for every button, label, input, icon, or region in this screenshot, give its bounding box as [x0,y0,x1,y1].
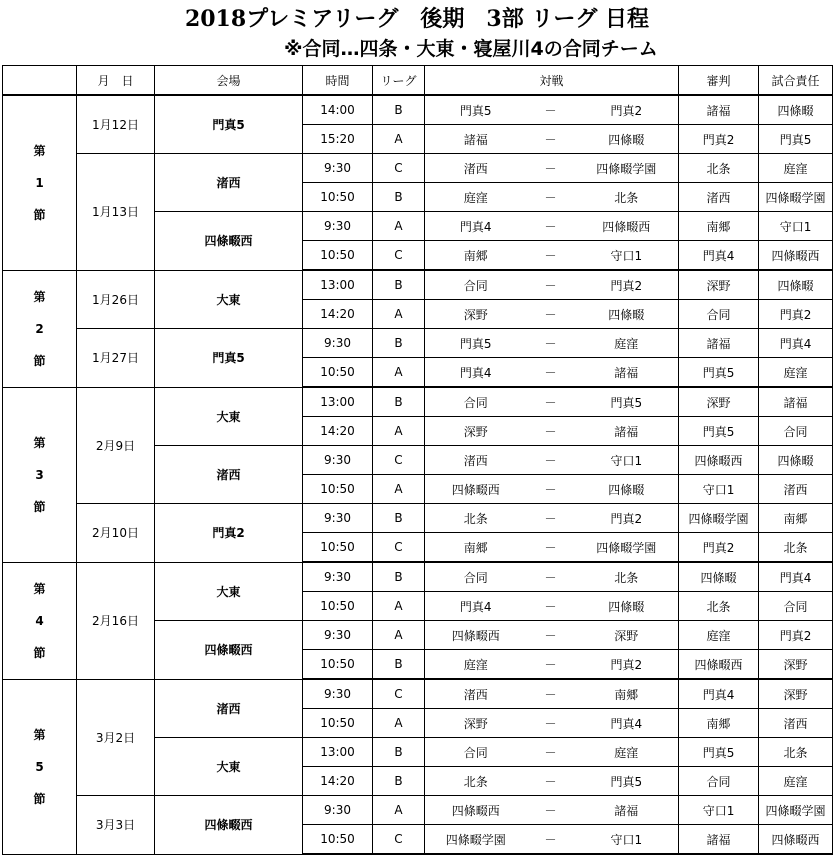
home-team-cell: 庭窪 [425,650,527,680]
responsible-cell: 四條畷 [759,95,833,125]
section-label-char: 第 [33,143,46,158]
league-cell: B [373,387,425,417]
away-team-cell: 門真5 [575,387,679,417]
versus-dash: － [527,592,575,621]
home-team-cell: 深野 [425,300,527,329]
responsible-cell: 庭窪 [759,767,833,796]
section-label-char: 節 [33,353,46,368]
away-team-cell: 北条 [575,183,679,212]
away-team-cell: 四條畷 [575,300,679,329]
referee-cell: 守口1 [679,796,759,825]
away-team-cell: 深野 [575,621,679,650]
time-cell: 9:30 [303,154,373,183]
table-row [3,154,833,183]
away-team-cell: 守口1 [575,241,679,271]
referee-cell: 渚西 [679,183,759,212]
venue-cell: 大東 [155,562,303,621]
home-team-cell: 門真4 [425,592,527,621]
league-cell: C [373,154,425,183]
home-team-cell: 庭窪 [425,183,527,212]
section-label-char: 1 [35,175,44,190]
time-cell: 9:30 [303,446,373,475]
section-label [3,95,77,270]
time-cell: 13:00 [303,738,373,767]
home-team-cell: 北条 [425,504,527,533]
referee-cell: 四條畷 [679,562,759,592]
responsible-cell: 門真4 [759,329,833,358]
time-cell: 10:50 [303,592,373,621]
away-team-cell: 門真2 [575,95,679,125]
versus-dash: － [527,125,575,154]
date-cell: 2月10日 [77,504,155,563]
venue-cell: 渚西 [155,679,303,738]
table-row [3,270,833,300]
versus-dash: － [527,562,575,592]
league-cell: A [373,796,425,825]
time-cell: 9:30 [303,796,373,825]
venue-cell: 門真5 [155,95,303,154]
versus-dash: － [527,738,575,767]
away-team-cell: 庭窪 [575,738,679,767]
referee-cell: 門真5 [679,738,759,767]
referee-cell: 門真2 [679,125,759,154]
home-team-cell: 門真4 [425,358,527,388]
header-referee: 審判 [679,66,759,96]
responsible-cell: 深野 [759,679,833,709]
page-title: 2018プレミアリーグ 後期 3部 リーグ 日程 [184,6,650,32]
versus-dash: － [527,504,575,533]
table-row [3,504,833,533]
time-cell: 9:30 [303,329,373,358]
time-cell: 9:30 [303,621,373,650]
league-cell: A [373,621,425,650]
referee-cell: 南郷 [679,212,759,241]
table-row [3,796,833,825]
versus-dash: － [527,387,575,417]
responsible-cell: 四條畷 [759,270,833,300]
referee-cell: 北条 [679,154,759,183]
league-cell: B [373,270,425,300]
date-cell: 1月13日 [77,154,155,271]
date-cell: 1月27日 [77,329,155,388]
time-cell: 10:50 [303,650,373,680]
home-team-cell: 四條畷西 [425,621,527,650]
section-label-char: 節 [33,791,46,806]
page-subtitle: ※合同…四条・大東・寝屋川4の合同チーム [284,38,658,60]
league-cell: C [373,825,425,855]
date-cell: 2月16日 [77,562,155,679]
league-cell: B [373,329,425,358]
away-team-cell: 門真2 [575,270,679,300]
date-cell: 1月26日 [77,270,155,329]
venue-cell: 大東 [155,738,303,796]
venue-cell: 四條畷西 [155,621,303,680]
venue-cell: 大東 [155,387,303,446]
away-team-cell: 門真2 [575,650,679,680]
league-cell: A [373,212,425,241]
section-label-char: 2 [35,321,44,336]
time-cell: 14:00 [303,95,373,125]
away-team-cell: 諸福 [575,417,679,446]
time-cell: 14:20 [303,417,373,446]
section-label-char: 節 [33,499,46,514]
home-team-cell: 渚西 [425,446,527,475]
home-team-cell: 深野 [425,417,527,446]
home-team-cell: 渚西 [425,679,527,709]
responsible-cell: 諸福 [759,387,833,417]
versus-dash: － [527,475,575,504]
time-cell: 10:50 [303,533,373,563]
away-team-cell: 四條畷学園 [575,154,679,183]
home-team-cell: 門真4 [425,212,527,241]
venue-cell: 四條畷西 [155,796,303,855]
time-cell: 14:20 [303,767,373,796]
versus-dash: － [527,446,575,475]
referee-cell: 守口1 [679,475,759,504]
section-label [3,562,77,679]
league-cell: B [373,562,425,592]
league-cell: A [373,300,425,329]
league-cell: A [373,417,425,446]
table-row [3,562,833,592]
date-cell: 1月12日 [77,95,155,154]
section-label-char: 節 [33,207,46,222]
home-team-cell: 門真5 [425,95,527,125]
time-cell: 13:00 [303,270,373,300]
venue-cell: 渚西 [155,446,303,504]
away-team-cell: 守口1 [575,825,679,855]
versus-dash: － [527,767,575,796]
versus-dash: － [527,709,575,738]
league-cell: B [373,738,425,767]
venue-cell: 門真2 [155,504,303,563]
league-cell: B [373,767,425,796]
versus-dash: － [527,183,575,212]
away-team-cell: 守口1 [575,446,679,475]
responsible-cell: 渚西 [759,709,833,738]
league-cell: C [373,446,425,475]
responsible-cell: 四條畷西 [759,825,833,855]
away-team-cell: 門真4 [575,709,679,738]
referee-cell: 門真5 [679,417,759,446]
home-team-cell: 合同 [425,387,527,417]
responsible-cell: 門真2 [759,300,833,329]
section-label [3,679,77,854]
versus-dash: － [527,300,575,329]
home-team-cell: 諸福 [425,125,527,154]
versus-dash: － [527,825,575,855]
versus-dash: － [527,796,575,825]
venue-cell: 門真5 [155,329,303,388]
venue-cell: 渚西 [155,154,303,212]
time-cell: 9:30 [303,679,373,709]
responsible-cell: 門真4 [759,562,833,592]
home-team-cell: 南郷 [425,533,527,563]
table-row [3,387,833,417]
header-venue: 会場 [155,66,303,96]
header-league: リーグ [373,66,425,96]
versus-dash: － [527,270,575,300]
responsible-cell: 庭窪 [759,358,833,388]
referee-cell: 諸福 [679,95,759,125]
home-team-cell: 合同 [425,738,527,767]
responsible-cell: 門真5 [759,125,833,154]
responsible-cell: 四條畷 [759,446,833,475]
away-team-cell: 北条 [575,562,679,592]
time-cell: 15:20 [303,125,373,154]
away-team-cell: 庭窪 [575,329,679,358]
responsible-cell: 南郷 [759,504,833,533]
referee-cell: 門真4 [679,679,759,709]
versus-dash: － [527,533,575,563]
responsible-cell: 深野 [759,650,833,680]
date-cell: 2月9日 [77,387,155,504]
versus-dash: － [527,650,575,680]
time-cell: 9:30 [303,562,373,592]
venue-cell: 大東 [155,270,303,329]
league-cell: B [373,183,425,212]
time-cell: 14:20 [303,300,373,329]
table-row [3,329,833,358]
home-team-cell: 合同 [425,562,527,592]
section-label-char: 第 [33,727,46,742]
responsible-cell: 庭窪 [759,154,833,183]
home-team-cell: 南郷 [425,241,527,271]
league-cell: B [373,95,425,125]
responsible-cell: 四條畷学園 [759,796,833,825]
time-cell: 10:50 [303,358,373,388]
home-team-cell: 深野 [425,709,527,738]
date-cell: 3月3日 [77,796,155,855]
referee-cell: 北条 [679,592,759,621]
responsible-cell: 北条 [759,533,833,563]
league-cell: A [373,125,425,154]
league-cell: A [373,709,425,738]
referee-cell: 合同 [679,767,759,796]
header-row [3,66,833,96]
versus-dash: － [527,212,575,241]
referee-cell: 庭窪 [679,621,759,650]
header-responsible: 試合責任 [759,66,833,96]
home-team-cell: 四條畷西 [425,796,527,825]
responsible-cell: 北条 [759,738,833,767]
home-team-cell: 四條畷学園 [425,825,527,855]
referee-cell: 四條畷西 [679,446,759,475]
referee-cell: 諸福 [679,329,759,358]
section-label-char: 節 [33,645,46,660]
referee-cell: 諸福 [679,825,759,855]
away-team-cell: 南郷 [575,679,679,709]
versus-dash: － [527,329,575,358]
referee-cell: 門真2 [679,533,759,563]
away-team-cell: 四條畷学園 [575,533,679,563]
header-section [3,66,77,96]
versus-dash: － [527,417,575,446]
league-cell: A [373,592,425,621]
schedule-table [2,65,833,855]
home-team-cell: 合同 [425,270,527,300]
league-cell: C [373,241,425,271]
table-row [3,679,833,709]
section-label-char: 4 [35,613,44,628]
versus-dash: － [527,241,575,271]
away-team-cell: 門真5 [575,767,679,796]
responsible-cell: 門真2 [759,621,833,650]
table-row [3,95,833,125]
home-team-cell: 北条 [425,767,527,796]
responsible-cell: 合同 [759,592,833,621]
section-label-char: 第 [33,289,46,304]
time-cell: 13:00 [303,387,373,417]
versus-dash: － [527,621,575,650]
time-cell: 9:30 [303,212,373,241]
referee-cell: 門真5 [679,358,759,388]
responsible-cell: 四條畷西 [759,241,833,271]
league-cell: B [373,504,425,533]
header-match: 対戦 [425,66,679,96]
section-label-char: 3 [35,467,44,482]
time-cell: 10:50 [303,709,373,738]
section-label [3,387,77,562]
league-cell: C [373,533,425,563]
time-cell: 10:50 [303,241,373,271]
league-cell: A [373,475,425,504]
away-team-cell: 四條畷西 [575,212,679,241]
responsible-cell: 守口1 [759,212,833,241]
versus-dash: － [527,679,575,709]
versus-dash: － [527,95,575,125]
time-cell: 10:50 [303,825,373,855]
home-team-cell: 四條畷西 [425,475,527,504]
time-cell: 10:50 [303,183,373,212]
versus-dash: － [527,358,575,388]
away-team-cell: 四條畷 [575,592,679,621]
league-cell: C [373,679,425,709]
time-cell: 9:30 [303,504,373,533]
referee-cell: 合同 [679,300,759,329]
referee-cell: 深野 [679,270,759,300]
referee-cell: 南郷 [679,709,759,738]
versus-dash: － [527,154,575,183]
referee-cell: 四條畷学園 [679,504,759,533]
responsible-cell: 渚西 [759,475,833,504]
league-cell: A [373,358,425,388]
header-time: 時間 [303,66,373,96]
section-label-char: 第 [33,581,46,596]
home-team-cell: 渚西 [425,154,527,183]
section-label-char: 5 [35,759,44,774]
away-team-cell: 四條畷 [575,475,679,504]
referee-cell: 深野 [679,387,759,417]
responsible-cell: 合同 [759,417,833,446]
away-team-cell: 諸福 [575,358,679,388]
league-cell: B [373,650,425,680]
responsible-cell: 四條畷学園 [759,183,833,212]
away-team-cell: 四條畷 [575,125,679,154]
schedule-body [3,95,833,854]
away-team-cell: 諸福 [575,796,679,825]
venue-cell: 四條畷西 [155,212,303,271]
header-date: 月 日 [77,66,155,96]
referee-cell: 門真4 [679,241,759,271]
date-cell: 3月2日 [77,679,155,796]
home-team-cell: 門真5 [425,329,527,358]
section-label [3,270,77,387]
section-label-char: 第 [33,435,46,450]
referee-cell: 四條畷西 [679,650,759,680]
away-team-cell: 門真2 [575,504,679,533]
time-cell: 10:50 [303,475,373,504]
